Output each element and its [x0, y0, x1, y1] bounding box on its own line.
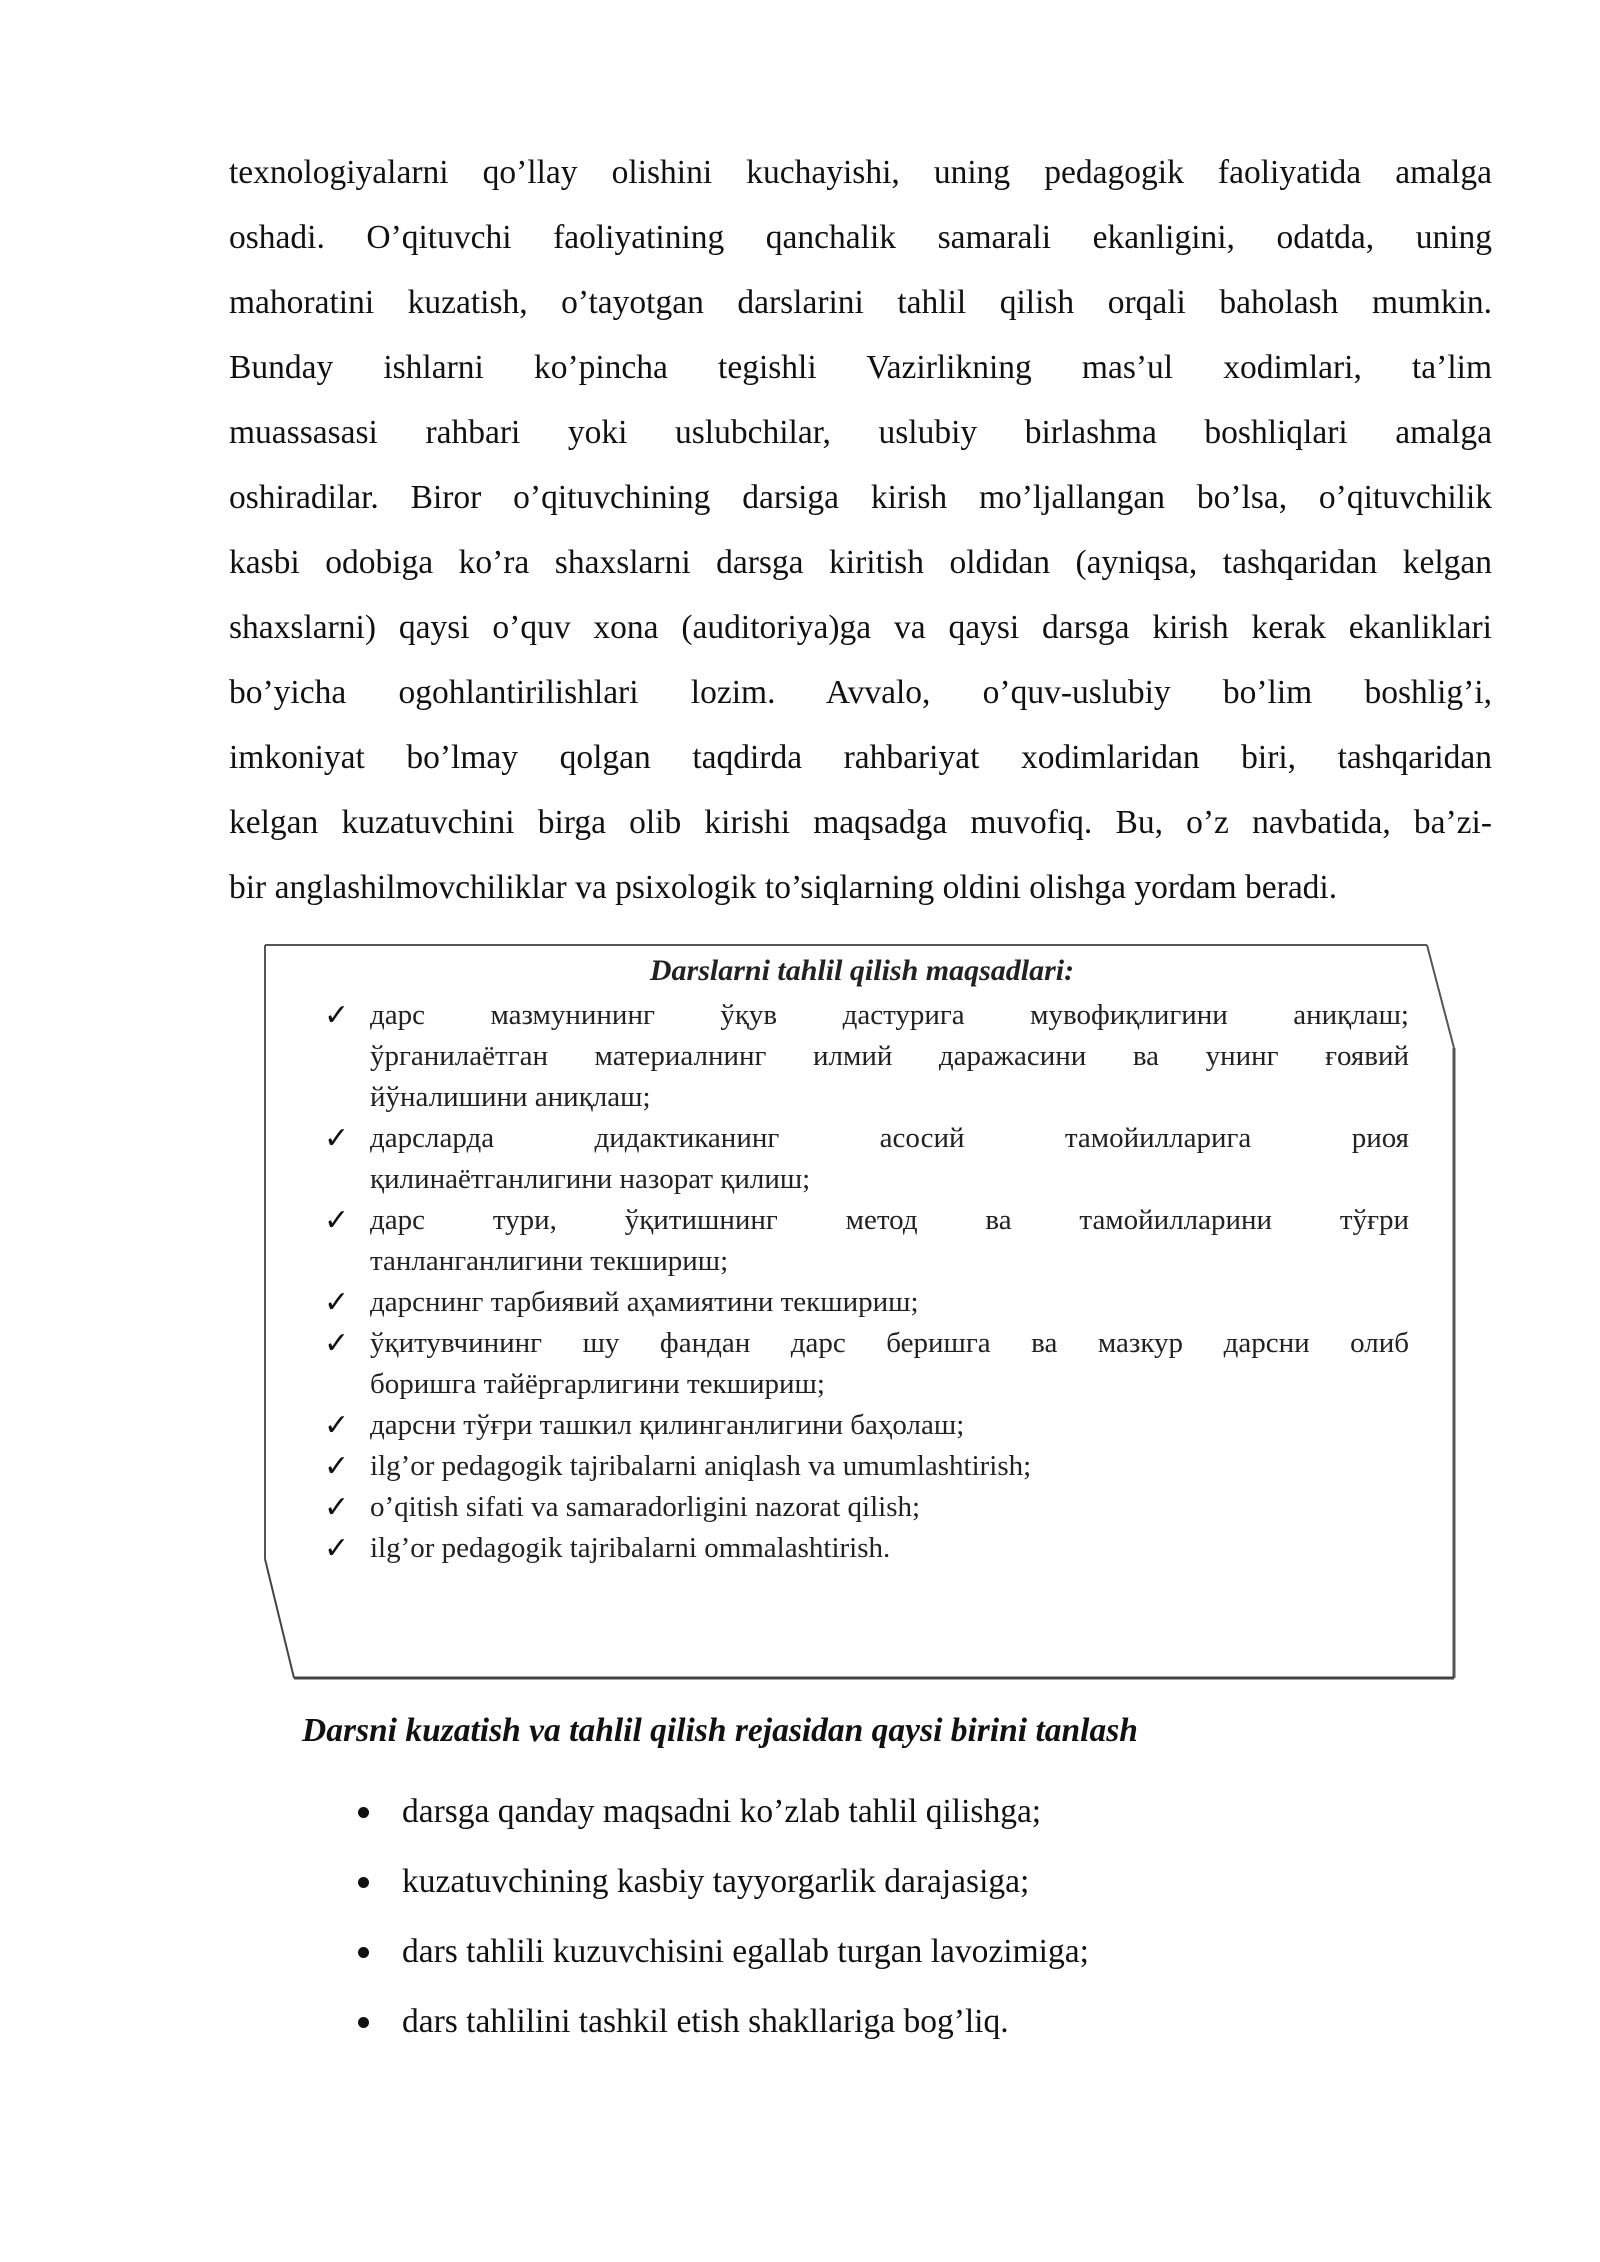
- goal-item: [324, 995, 1409, 1118]
- check-mark-icon: ✓: [324, 998, 350, 1033]
- body-paragraph: [229, 140, 1492, 920]
- paragraph-line: oshiradilar. Biror o’qituvchining darsiga kirish mo’ljallangan bo’lsa, o’qituvchilik: [229, 479, 1492, 516]
- goal-line: o’qitish sifati va samaradorligini nazorat qilish;: [370, 1491, 921, 1523]
- bullet-list: [350, 1777, 1089, 2057]
- bullet-dot-icon: [358, 1947, 369, 1958]
- section-heading: Darsni kuzatish va tahlil qilish rejasidan qaysi birini tanlash: [302, 1712, 1138, 1749]
- paragraph-line: kasbi odobiga ko’ra shaxslarni darsga kiritish oldidan (ayniqsa, tashqaridan kelgan: [229, 544, 1492, 581]
- paragraph-line: Bunday ishlarni ko’pincha tegishli Vazirlikning mas’ul xodimlari, ta’lim: [229, 349, 1492, 386]
- bullet-item: [350, 1917, 1089, 1987]
- bullet-dot-icon: [358, 1807, 369, 1818]
- bullet-item: [350, 1987, 1089, 2057]
- figure-title: Darslarni tahlil qilish maqsadlari:: [649, 954, 1075, 987]
- goal-line: боришга тайёргарлигини текшириш;: [370, 1368, 825, 1400]
- goal-item: [324, 1405, 1409, 1446]
- paragraph-line: texnologiyalarni qo’llay olishini kuchayishi, uning pedagogik faoliyatida amalga: [229, 154, 1492, 191]
- check-mark-icon: ✓: [324, 1490, 350, 1525]
- goal-item: [324, 1446, 1409, 1487]
- goal-line: дарсларда дидактиканинг асосий тамойилларига риоя: [370, 1122, 1409, 1154]
- check-mark-icon: ✓: [324, 1203, 350, 1238]
- goal-line: ўрганилаётган материалнинг илмий даражасини ва унинг ғоявий: [370, 1040, 1409, 1072]
- goal-item: [324, 1200, 1409, 1282]
- paragraph-line: imkoniyat bo’lmay qolgan taqdirda rahbariyat xodimlaridan biri, tashqaridan: [229, 739, 1492, 776]
- goal-line: танланганлигини текшириш;: [370, 1245, 729, 1277]
- goal-line: қилинаётганлигини назорат қилиш;: [370, 1163, 811, 1195]
- paragraph-line: muassasasi rahbari yoki uslubchilar, uslubiy birlashma boshliqlari amalga: [229, 414, 1492, 451]
- goal-line: дарс тури, ўқитишнинг метод ва тамойилларини тўғри: [370, 1204, 1409, 1236]
- bullet-dot-icon: [358, 1877, 369, 1888]
- analysis-goals-figure: [262, 943, 1462, 1683]
- goal-line: ўқитувчининг шу фандан дарс беришга ва мазкур дарсни олиб: [370, 1327, 1409, 1359]
- bullet-text: dars tahlili kuzuvchisini egallab turgan lavozimiga;: [402, 1933, 1089, 1970]
- check-mark-icon: ✓: [324, 1449, 350, 1484]
- goal-item: [324, 1118, 1409, 1200]
- goal-line: йўналишини аниқлаш;: [370, 1081, 651, 1113]
- paragraph-line: kelgan kuzatuvchini birga olib kirishi maqsadga muvofiq. Bu, o’z navbatida, ba’zi-: [229, 804, 1492, 841]
- check-mark-icon: ✓: [324, 1531, 350, 1566]
- goal-line: дарс мазмунининг ўқув дастурига мувофиқлигини аниқлаш;: [370, 999, 1409, 1031]
- bullet-item: [350, 1847, 1089, 1917]
- check-mark-icon: ✓: [324, 1326, 350, 1361]
- goal-line: ilg’or pedagogik tajribalarni ommalashtirish.: [370, 1532, 891, 1564]
- bullet-text: darsga qanday maqsadni ko’zlab tahlil qilishga;: [402, 1793, 1042, 1830]
- paragraph-line: bir anglashilmovchiliklar va psixologik to’siqlarning oldini olishga yordam beradi.: [229, 869, 1338, 906]
- goal-line: дарсни тўғри ташкил қилинганлигини баҳолаш;: [370, 1409, 965, 1441]
- goals-list: [324, 995, 1409, 1569]
- goal-item: [324, 1528, 1409, 1569]
- goal-item: [324, 1487, 1409, 1528]
- bullet-text: dars tahlilini tashkil etish shakllariga bog’liq.: [402, 2003, 1009, 2040]
- check-mark-icon: ✓: [324, 1408, 350, 1443]
- goal-line: дарснинг тарбиявий аҳамиятини текшириш;: [370, 1286, 919, 1318]
- check-mark-icon: ✓: [324, 1121, 350, 1156]
- goal-item: [324, 1282, 1409, 1323]
- bullet-text: kuzatuvchining kasbiy tayyorgarlik darajasiga;: [402, 1863, 1030, 1900]
- paragraph-line: bo’yicha ogohlantirilishlari lozim. Avvalo, o’quv-uslubiy bo’lim boshlig’i,: [229, 674, 1492, 711]
- goal-item: [324, 1323, 1409, 1405]
- check-mark-icon: ✓: [324, 1285, 350, 1320]
- goal-line: ilg’or pedagogik tajribalarni aniqlash va umumlashtirish;: [370, 1450, 1032, 1482]
- paragraph-line: shaxslarni) qaysi o’quv xona (auditoriya)ga va qaysi darsga kirish kerak ekanliklari: [229, 609, 1492, 646]
- bullet-dot-icon: [358, 2017, 369, 2028]
- bullet-item: [350, 1777, 1089, 1847]
- paragraph-line: mahoratini kuzatish, o’tayotgan darslarini tahlil qilish orqali baholash mumkin.: [229, 284, 1492, 321]
- paragraph-line: oshadi. O’qituvchi faoliyatining qanchalik samarali ekanligini, odatda, uning: [229, 219, 1492, 256]
